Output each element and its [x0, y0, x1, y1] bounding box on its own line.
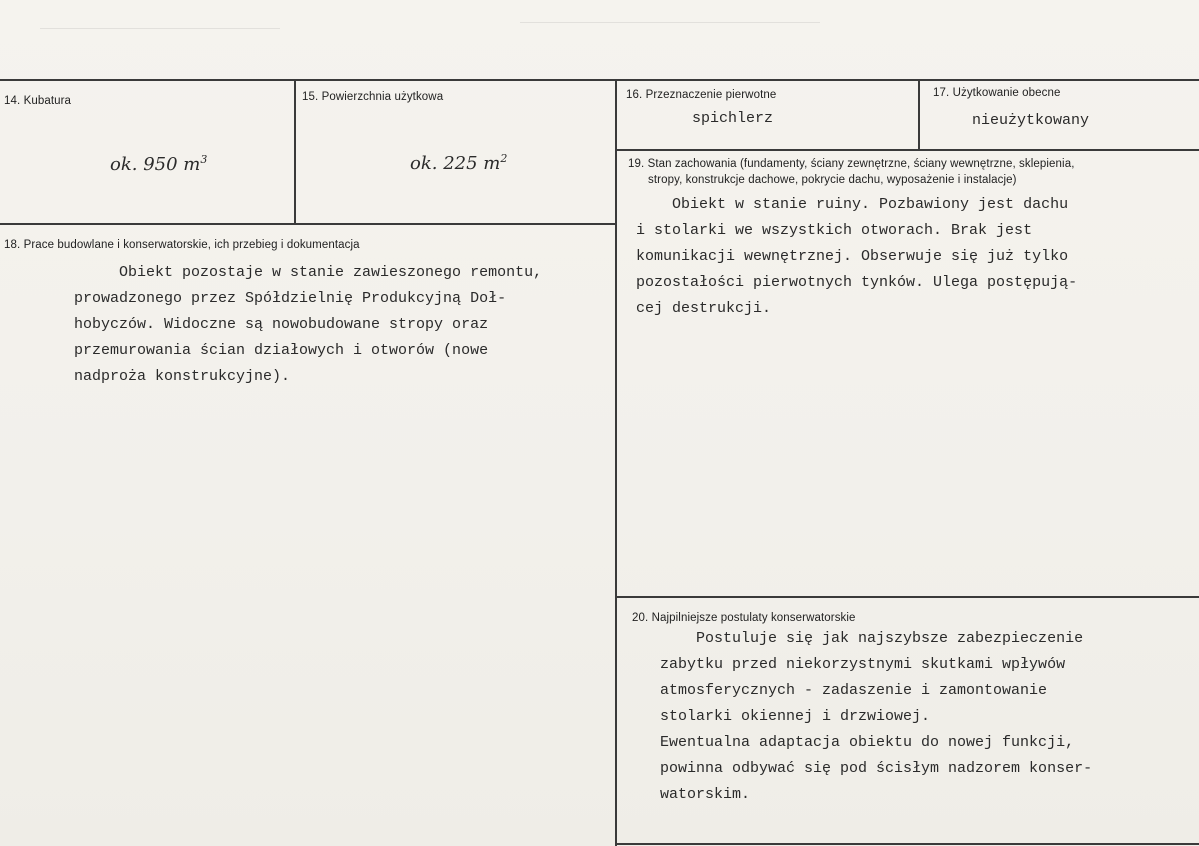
field14-value [110, 153, 207, 175]
field18-line: Obiekt pozostaje w stanie zawieszonego remontu, [74, 264, 543, 281]
field14-value-sup: 3 [200, 153, 208, 166]
field15-label: 15. Powierzchnia użytkowa [302, 91, 444, 103]
field18-line: hobyczów. Widoczne są nowobudowane stropy oraz [74, 316, 489, 333]
field20-line: Ewentualna adaptacja obiektu do nowej funkcji, [660, 734, 1075, 751]
paper-mark [40, 28, 280, 29]
top-border [0, 79, 1199, 81]
field18-line: prowadzonego przez Spółdzielnię Produkcyjną Doł- [74, 290, 507, 307]
field17-label: 17. Użytkowanie obecne [933, 87, 1061, 99]
field15-value-sup: 2 [500, 152, 508, 165]
field19-line: komunikacji wewnętrznej. Obserwuje się już tylko [636, 248, 1069, 265]
field19-line: pozostałości pierwotnych tynków. Ulega postępują- [636, 274, 1078, 291]
divider-16-17 [918, 79, 920, 150]
field19-label-line2: stropy, konstrukcje dachowe, pokrycie dachu, wyposażenie i instalacje) [648, 174, 1017, 186]
field18-line: nadproża konstrukcyjne). [74, 368, 291, 385]
field20-line: stolarki okiennej i drzwiowej. [660, 708, 931, 725]
field20-label: 20. Najpilniejsze postulaty konserwatorskie [632, 612, 856, 624]
field16-value: spichlerz [692, 110, 774, 127]
paper-mark [520, 22, 820, 23]
center-divider [615, 79, 617, 846]
field20-line: zabytku przed niekorzystnymi skutkami wpływów [660, 656, 1066, 673]
field19-bottom [617, 596, 1199, 598]
field19-label-line1: 19. Stan zachowania (fundamenty, ściany zewnętrzne, ściany wewnętrzne, sklepienia, [628, 158, 1075, 170]
field18-line: przemurowania ścian działowych i otworów (nowe [74, 342, 489, 359]
field20-line: atmosferycznych - zadaszenie i zamontowanie [660, 682, 1048, 699]
divider-14-15 [294, 79, 296, 224]
field14-value-text: ok. 950 m [110, 154, 201, 175]
field19-line: Obiekt w stanie ruiny. Pozbawiony jest dachu [636, 196, 1069, 213]
field15-value [410, 152, 507, 174]
field19-line: cej destrukcji. [636, 300, 772, 317]
field17-value: nieużytkowany [972, 112, 1090, 129]
field19-line: i stolarki we wszystkich otworach. Brak jest [636, 222, 1033, 239]
row1-bottom-right [617, 149, 1199, 151]
field14-label: 14. Kubatura [4, 95, 72, 107]
page-bottom [617, 843, 1199, 845]
field18-label: 18. Prace budowlane i konserwatorskie, ich przebieg i dokumentacja [4, 239, 360, 251]
row1-bottom-left [0, 223, 617, 225]
field20-line: watorskim. [660, 786, 751, 803]
field15-value-text: ok. 225 m [410, 153, 501, 174]
field20-line: Postuluje się jak najszybsze zabezpieczenie [660, 630, 1084, 647]
field20-line: powinna odbywać się pod ścisłym nadzorem konser- [660, 760, 1093, 777]
field16-label: 16. Przeznaczenie pierwotne [626, 89, 777, 101]
